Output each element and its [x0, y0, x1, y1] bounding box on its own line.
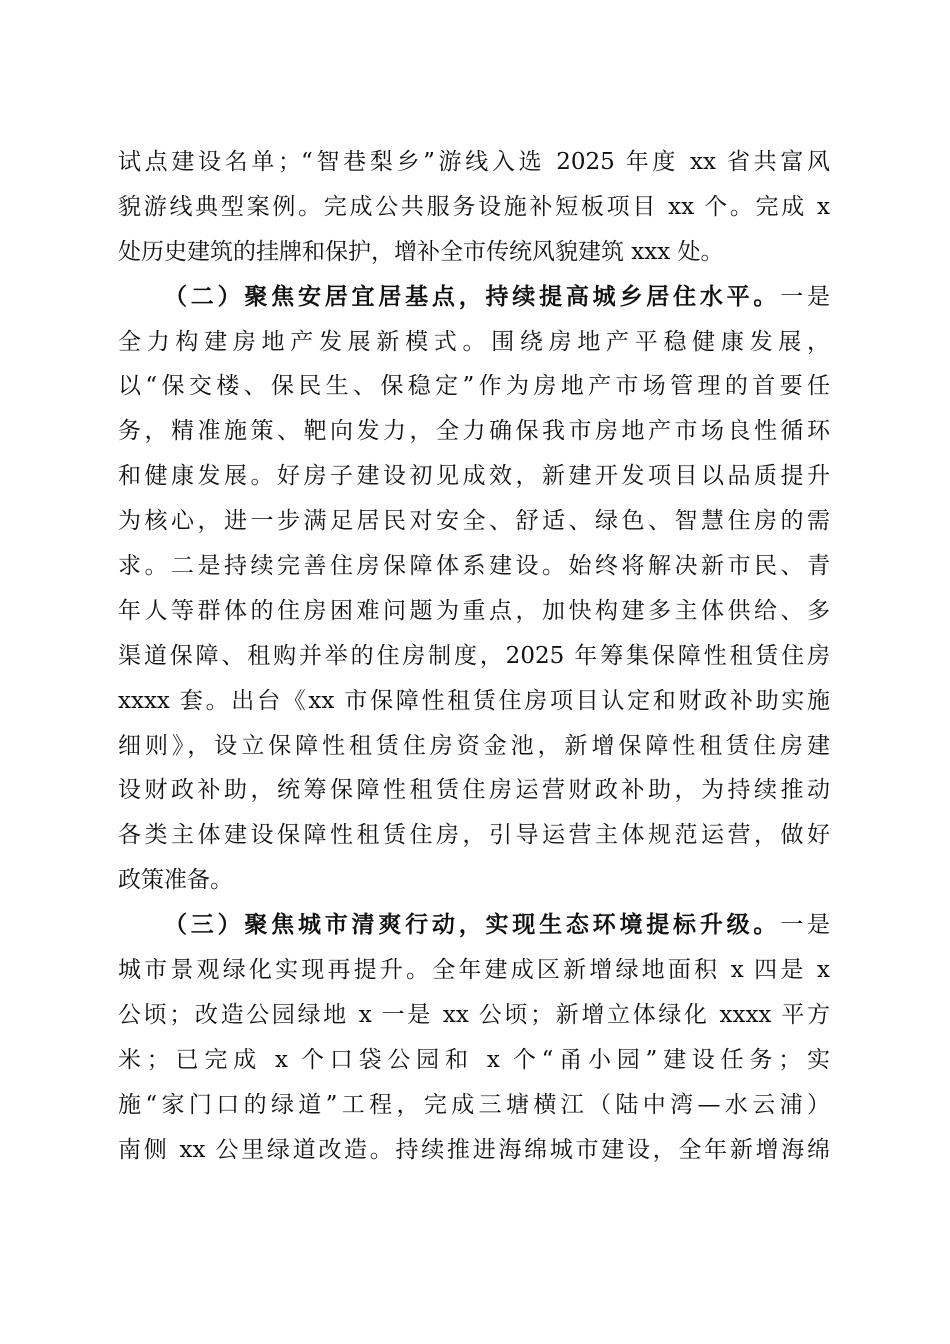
- section-heading-line: [118, 903, 830, 948]
- body-text-line: 城市景观绿化实现再提升。全年建成区新增绿地面积 x 四是 x: [118, 957, 830, 984]
- body-text-line: 设财政补助，统筹保障性租赁住房运营财政补助，为持续推动: [118, 777, 830, 804]
- section-heading-line: [118, 275, 830, 320]
- section-lead-text: 一是: [780, 283, 830, 310]
- body-text-line: 公顷；改造公园绿地 x 一是 xx 公顷；新增立体绿化 xxxx 平方: [118, 1001, 830, 1028]
- body-text-line: 貌游线典型案例。完成公共服务设施补短板项目 xx 个。完成 x: [118, 193, 830, 220]
- section-heading: （二）聚焦安居宜居基点，持续提高城乡居住水平。: [164, 282, 781, 310]
- body-text-line: 米；已完成 x 个口袋公园和 x 个“甬小园”建设任务；实: [118, 1046, 830, 1073]
- body-text-line: 试点建设名单；“智巷梨乡”游线入选 2025 年度 xx 省共富风: [118, 149, 830, 175]
- body-text-line: 处历史建筑的挂牌和保护，增补全市传统风貌建筑 xxx 处。: [118, 238, 724, 265]
- body-text-line: 务，精准施策、靶向发力，全力确保我市房地产市场良性循环: [118, 418, 830, 445]
- body-text-line: 全力构建房地产发展新模式。围绕房地产平稳健康发展，: [118, 328, 830, 355]
- body-text-line: 细则》，设立保障性租赁住房资金池，新增保障性租赁住房建: [118, 732, 830, 759]
- body-text-line: 和健康发展。好房子建设初见成效，新建开发项目以品质提升: [118, 463, 830, 490]
- body-text-line: 政策准备。: [118, 867, 233, 894]
- document-body: [118, 140, 830, 1172]
- section-heading: （三）聚焦城市清爽行动，实现生态环境提标升级。: [164, 911, 781, 939]
- body-text-line: 求。二是持续完善住房保障体系建设。始终将解决新市民、青: [118, 553, 830, 580]
- body-text-line: 南侧 xx 公里绿道改造。持续推进海绵城市建设，全年新增海绵: [118, 1136, 830, 1163]
- body-text-line: 年人等群体的住房困难问题为重点，加快构建多主体供给、多: [118, 597, 830, 624]
- body-text-line: 施“家门口的绿道”工程，完成三塘横江（陆中湾—水云浦）: [118, 1091, 830, 1118]
- body-text-line: xxxx 套。出台《xx 市保障性租赁住房项目认定和财政补助实施: [118, 687, 830, 714]
- section-lead-text: 一是: [780, 912, 830, 939]
- body-text-line: 各类主体建设保障性租赁住房，引导运营主体规范运营，做好: [118, 822, 830, 849]
- body-text-line: 以“保交楼、保民生、保稳定”作为房地产市场管理的首要任: [118, 373, 830, 400]
- body-text-line: 为核心，进一步满足居民对安全、舒适、绿色、智慧住房的需: [118, 508, 830, 535]
- body-text-line: 渠道保障、租购并举的住房制度，2025 年筹集保障性租赁住房: [118, 642, 830, 669]
